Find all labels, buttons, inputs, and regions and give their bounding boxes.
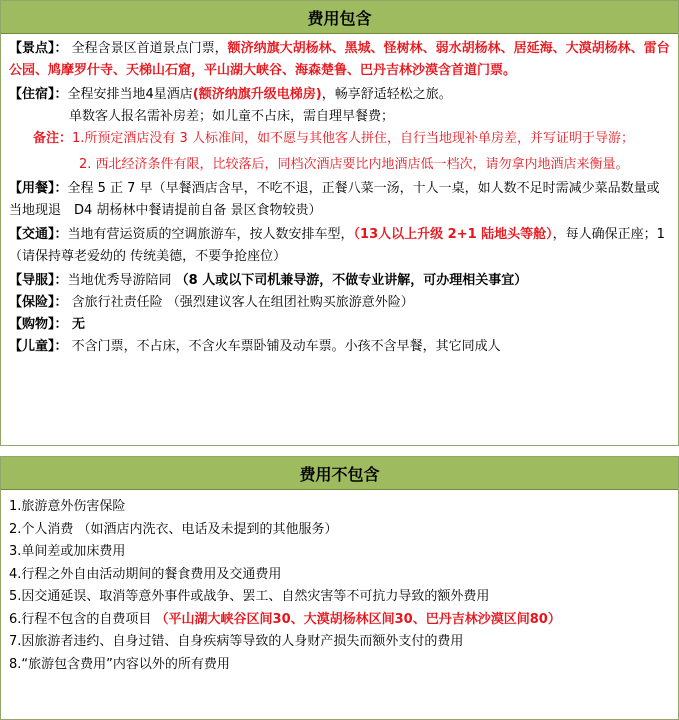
- excluded-item: 7.因旅游者违约、自身过错、自身疾病等导致的人身财产损失而额外支付的费用: [9, 634, 464, 649]
- transport-label: 【交通】：: [9, 227, 68, 242]
- hotel-note1: 1.所预定酒店没有 3 人标准间，如不愿与其他客人拼住，自行当地现补单房差，并写证明于导游；: [72, 131, 634, 146]
- scenic-highlight: 额济纳旗大胡杨林、黑城、怪树林、弱水胡杨林、居延海、大漠胡杨林、雷台公园、鸠摩罗什寺、天梯山石窟，平山湖大峡谷、海森楚鲁、巴丹吉林沙漠含首道门票。: [9, 41, 670, 78]
- excluded-section: [0, 456, 679, 720]
- guide-bold: （8 人或以下司机兼导游，不做专业讲解，可办理相关事宜）: [175, 273, 528, 288]
- shopping-row: [9, 314, 670, 336]
- hotel-row: [9, 84, 670, 106]
- shopping-label: 【购物】：: [9, 317, 68, 332]
- children-label: 【儿童】：: [9, 339, 68, 354]
- shopping-text: 无: [67, 317, 86, 332]
- scenic-text: 全程含景区首道景点门票，: [67, 41, 228, 56]
- excluded-item: 3.单间差或加床费用: [9, 544, 126, 559]
- children-row: [9, 336, 670, 358]
- guide-text: 当地优秀导游陪同: [67, 273, 176, 288]
- hotel-line2: 单数客人报名需补房差；如儿童不占床，需自理早餐费；: [69, 109, 395, 124]
- insurance-label: 【保险】：: [9, 295, 68, 310]
- transport-row: [9, 224, 670, 268]
- guide-row: [9, 270, 670, 292]
- included-title: 费用包含: [1, 1, 678, 34]
- insurance-text: 含旅行社责任险 （强烈建议客人在组团社购买旅游意外险）: [67, 295, 414, 310]
- hotel-text1: 全程安排当地4星酒店: [67, 87, 193, 102]
- scenic-label: 【景点】：: [9, 41, 68, 56]
- meals-text: 全程 5 正 7 早（早餐酒店含早，不吃不退，正餐八菜一汤，十人一桌，如人数不足时需减少菜品数量或当地现退 D4 胡杨林中餐请提前自备 景区食物较贵）: [9, 181, 660, 218]
- excluded-item: 8.“旅游包含费用”内容以外的所有费用: [9, 656, 230, 672]
- hotel-note1-row: [9, 128, 670, 150]
- excluded-item: 5.因交通延误、取消等意外事件或战争、罢工、自然灾害等不可抗力导致的额外费用: [9, 589, 490, 604]
- transport-text1: 当地有营运资质的空调旅游车，按人数安排车型，: [67, 227, 354, 242]
- hotel-label: 【住宿】：: [9, 87, 68, 102]
- excluded-item: 2.个人消费 （如酒店内洗衣、电话及未提到的其他服务）: [9, 521, 338, 537]
- excluded-title: 费用不包含: [1, 457, 678, 490]
- hotel-note-label: 备注：: [33, 131, 73, 146]
- meals-label: 【用餐】：: [9, 181, 68, 196]
- hotel-text2: ，畅享舒适轻松之旅。: [321, 87, 452, 102]
- excluded-item: 1.旅游意外伤害保险: [9, 499, 126, 514]
- excluded-item-6-text: 6.行程不包含的自费项目: [9, 611, 156, 627]
- hotel-highlight: (额济纳旗升级电梯房): [192, 87, 322, 102]
- children-text: 不含门票，不占床，不含火车票卧铺及动车票。小孩不含早餐，其它同成人: [67, 339, 501, 354]
- transport-text2: ，每人确保正座；1 （请保持尊老爱幼的 传统美德，不要争抢座位）: [9, 227, 665, 264]
- excluded-item-6-highlight: （平山湖大峡谷区间30、大漠胡杨林区间30、巴丹吉林沙漠区间80）: [155, 611, 561, 627]
- hotel-note2: 2. 西北经济条件有限，比较落后，同档次酒店要比内地酒店低一档次，请勿拿内地酒店来衡量。: [79, 157, 629, 172]
- excluded-item: 4.行程之外自由活动期间的餐食费用及交通费用: [9, 566, 282, 582]
- insurance-row: [9, 292, 670, 314]
- meals-row: [9, 178, 670, 222]
- scenic-row: [9, 38, 670, 82]
- transport-highlight: （13人以上升级 2+1 陆地头等舱）: [353, 227, 553, 242]
- excluded-item-6: [9, 609, 670, 632]
- guide-label: 【导服】：: [9, 273, 68, 288]
